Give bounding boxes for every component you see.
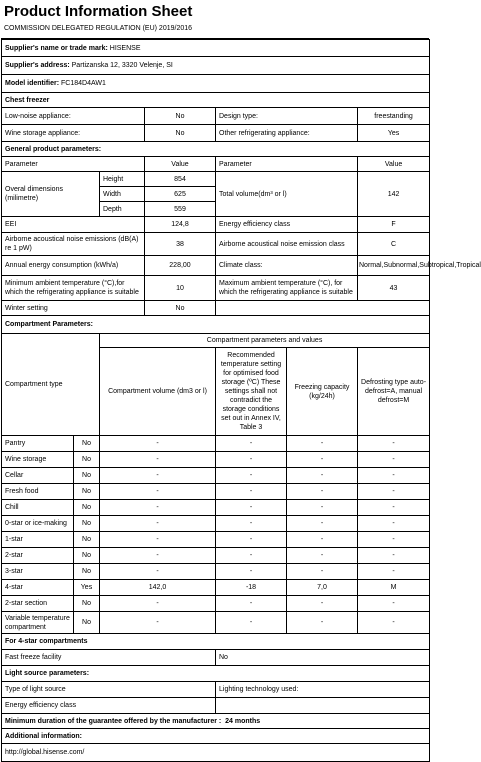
guarantee-row [2,714,430,729]
compartment-present: No [74,564,100,580]
sheet-table-wrapper [1,38,481,762]
model-identifier-label: Model identifier: [5,80,60,87]
type-row [2,108,430,125]
compartment-freezing-capacity: - [287,436,358,452]
compartment-volume: - [100,500,216,516]
general-parameters-title: General product parameters: [2,142,430,157]
compartment-volume: - [100,612,216,634]
width-label: Width [100,187,145,202]
compartment-present: No [74,516,100,532]
compartment-volume: - [100,468,216,484]
model-identifier-value: FC184D4AW1 [61,80,106,87]
compartment-temperature: -18 [216,580,287,596]
manufacturer-url[interactable]: http://global.hisense.com/ [2,744,430,762]
wine-storage-label: Wine storage appliance: [2,125,145,142]
compartment-present: No [74,596,100,612]
value-header: Value [358,157,430,172]
total-volume-value: 142 [358,172,430,217]
appliance-type: Chest freezer [2,93,430,108]
compartment-defrost-type: - [358,516,430,532]
compartment-temperature: - [216,468,287,484]
four-star-title-row [2,634,430,650]
compartment-volume: 142,0 [100,580,216,596]
compartment-freezing-capacity: - [287,596,358,612]
compartment-present: No [74,548,100,564]
guarantee-value: 24 months [225,717,261,725]
compartment-present: Yes [74,580,100,596]
low-noise-value: No [145,108,216,125]
fast-freeze-row [2,650,430,666]
model-identifier-row [2,75,430,93]
compartment-defrost-type: - [358,564,430,580]
compartment-row [2,532,430,548]
climate-class-value: Normal,Subnormal,Subtropical,Tropical [358,256,430,276]
energy-class-value: F [358,217,430,233]
climate-class-label: Climate class: [216,256,358,276]
url-row [2,744,430,762]
fast-freeze-label: Fast freeze facility [2,650,216,666]
compartment-defrost-type: M [358,580,430,596]
compartment-freezing-capacity: - [287,484,358,500]
compartment-freezing-capacity: - [287,612,358,634]
compartment-row [2,596,430,612]
compartment-name: 2-star section [2,596,74,612]
compartment-present: No [74,500,100,516]
compartment-temperature: - [216,452,287,468]
compartment-type-header: Compartment type [2,334,100,436]
supplier-address-row [2,57,430,75]
compartment-volume: - [100,548,216,564]
compartment-temperature: - [216,500,287,516]
compartment-name: Variable temperature compartment [2,612,74,634]
depth-value: 559 [145,202,216,217]
light-source-title: Light source parameters: [2,666,430,682]
freezing-capacity-header: Freezing capacity (kg/24h) [287,348,358,436]
dimension-row [2,172,430,187]
light-energy-class-label: Energy efficiency class [2,698,216,714]
compartment-present: No [74,532,100,548]
supplier-name-row [2,40,430,57]
compartment-freezing-capacity: - [287,516,358,532]
compartment-temperature: - [216,532,287,548]
depth-label: Depth [100,202,145,217]
compartment-present: No [74,612,100,634]
compartment-freezing-capacity: - [287,452,358,468]
compartment-defrost-type: - [358,548,430,564]
recommended-temp-header: Recommended temperature setting for optimised food storage (ºC) These settings shall not contradict the storage conditions set out in Annex IV, Table 3 [216,348,287,436]
max-temp-label: Maximum ambient temperature (°C), for which the refrigerating appliance is suitable [216,276,358,301]
compartment-name: 2-star [2,548,74,564]
compartment-temperature: - [216,484,287,500]
compartment-temperature: - [216,516,287,532]
compartment-freezing-capacity: - [287,564,358,580]
compartment-present: No [74,484,100,500]
compartment-volume: - [100,516,216,532]
other-refrigerating-label: Other refrigerating appliance: [216,125,358,142]
compartment-temperature: - [216,548,287,564]
compartment-volume: - [100,436,216,452]
max-temp-value: 43 [358,276,430,301]
min-temp-label: Minimum ambient temperature (°C),for which the refrigerating appliance is suitable [2,276,145,301]
supplier-name-value: HISENSE [109,44,141,52]
compartment-freezing-capacity: - [287,532,358,548]
total-volume-label: Total volume(dm³ or l) [216,172,358,217]
general-title-row [2,142,430,157]
compartment-name: Chill [2,500,74,516]
parameter-header: Parameter [216,157,358,172]
ambient-temperature-row [2,276,430,301]
noise-class-label: Airborne acoustical noise emission class [216,233,358,256]
compartment-volume: - [100,484,216,500]
annual-energy-value: 228,00 [145,256,216,276]
eei-label: EEI [2,217,145,233]
compartment-group-header: Compartment parameters and values [100,334,430,348]
compartment-defrost-type: - [358,436,430,452]
compartment-temperature: - [216,436,287,452]
wine-storage-value: No [145,125,216,142]
width-value: 625 [145,187,216,202]
lighting-technology-label: Lighting technology used: [216,682,430,698]
compartment-temperature: - [216,564,287,580]
compartment-volume: - [100,564,216,580]
compartment-volume: - [100,532,216,548]
compartment-row [2,564,430,580]
compartment-temperature: - [216,596,287,612]
compartment-row [2,516,430,532]
type-row [2,125,430,142]
additional-info-row [2,729,430,744]
compartment-row [2,484,430,500]
supplier-address-label: Supplier's address: [5,62,70,69]
winter-setting-value: No [145,301,216,316]
compartment-defrost-type: - [358,500,430,516]
defrosting-type-header: Defrosting type auto-defrost=A, manual defrost=M [358,348,430,436]
compartment-row [2,452,430,468]
eei-value: 124,8 [145,217,216,233]
general-header-row [2,157,430,172]
compartment-row [2,436,430,452]
light-type-label: Type of light source [2,682,216,698]
compartment-name: Pantry [2,436,74,452]
noise-row [2,233,430,256]
noise-emission-label: Airborne acoustical noise emissions (dB(A) re 1 pW) [2,233,145,256]
regulation-text: COMMISSION DELEGATED REGULATION (EU) 2019/2016 [4,25,193,32]
value-header: Value [145,157,216,172]
compartment-rows [2,436,430,634]
compartment-defrost-type: - [358,596,430,612]
additional-info-title: Additional information: [2,729,430,744]
annual-energy-row [2,256,430,276]
compartment-parameters-title: Compartment Parameters: [2,316,430,334]
page-title: Product Information Sheet [4,3,193,20]
compartment-volume: - [100,452,216,468]
fast-freeze-value: No [216,650,430,666]
light-title-row [2,666,430,682]
compartment-group-header-row [2,334,430,348]
compartment-freezing-capacity: - [287,548,358,564]
height-label: Height [100,172,145,187]
compartment-defrost-type: - [358,468,430,484]
supplier-address-value: Partizanska 12, 3320 Velenje, SI [71,62,173,69]
compartment-name: 0-star or ice-making [2,516,74,532]
light-energy-row [2,698,430,714]
compartment-row [2,468,430,484]
supplier-name-label: Supplier's name or trade mark: [5,44,108,52]
height-value: 854 [145,172,216,187]
light-type-row [2,682,430,698]
compartment-name: 1-star [2,532,74,548]
compartment-volume-header: Compartment volume (dm3 or l) [100,348,216,436]
eei-row [2,217,430,233]
overall-dimensions-label: Overal dimensions (milimetre) [2,172,100,217]
compartment-name: 3-star [2,564,74,580]
appliance-type-row [2,93,430,108]
noise-emission-value: 38 [145,233,216,256]
guarantee-label: Minimum duration of the guarantee offered by the manufacturer : [5,717,222,725]
compartment-name: Cellar [2,468,74,484]
compartment-present: No [74,436,100,452]
compartment-name: Fresh food [2,484,74,500]
compartment-name: Wine storage [2,452,74,468]
compartment-name: 4-star [2,580,74,596]
parameter-header: Parameter [2,157,145,172]
low-noise-label: Low-noise appliance: [2,108,145,125]
compartment-freezing-capacity: 7,0 [287,580,358,596]
winter-setting-label: Winter setting [2,301,145,316]
compartment-row [2,580,430,596]
compartment-defrost-type: - [358,452,430,468]
design-type-value: freestanding [358,108,430,125]
compartment-row [2,612,430,634]
compartment-defrost-type: - [358,484,430,500]
min-temp-value: 10 [145,276,216,301]
design-type-label: Design type: [216,108,358,125]
compartment-present: No [74,468,100,484]
info-table [1,39,481,762]
winter-setting-row [2,301,430,316]
energy-class-label: Energy efficiency class [216,217,358,233]
other-refrigerating-value: Yes [358,125,430,142]
compartments-title-row [2,316,430,334]
annual-energy-label: Annual energy consumption (kWh/a) [2,256,145,276]
noise-class-value: C [358,233,430,256]
compartment-freezing-capacity: - [287,468,358,484]
compartment-temperature: - [216,612,287,634]
compartment-defrost-type: - [358,532,430,548]
compartment-freezing-capacity: - [287,500,358,516]
four-star-title: For 4-star compartments [2,634,430,650]
compartment-volume: - [100,596,216,612]
compartment-row [2,548,430,564]
compartment-present: No [74,452,100,468]
compartment-defrost-type: - [358,612,430,634]
compartment-row [2,500,430,516]
